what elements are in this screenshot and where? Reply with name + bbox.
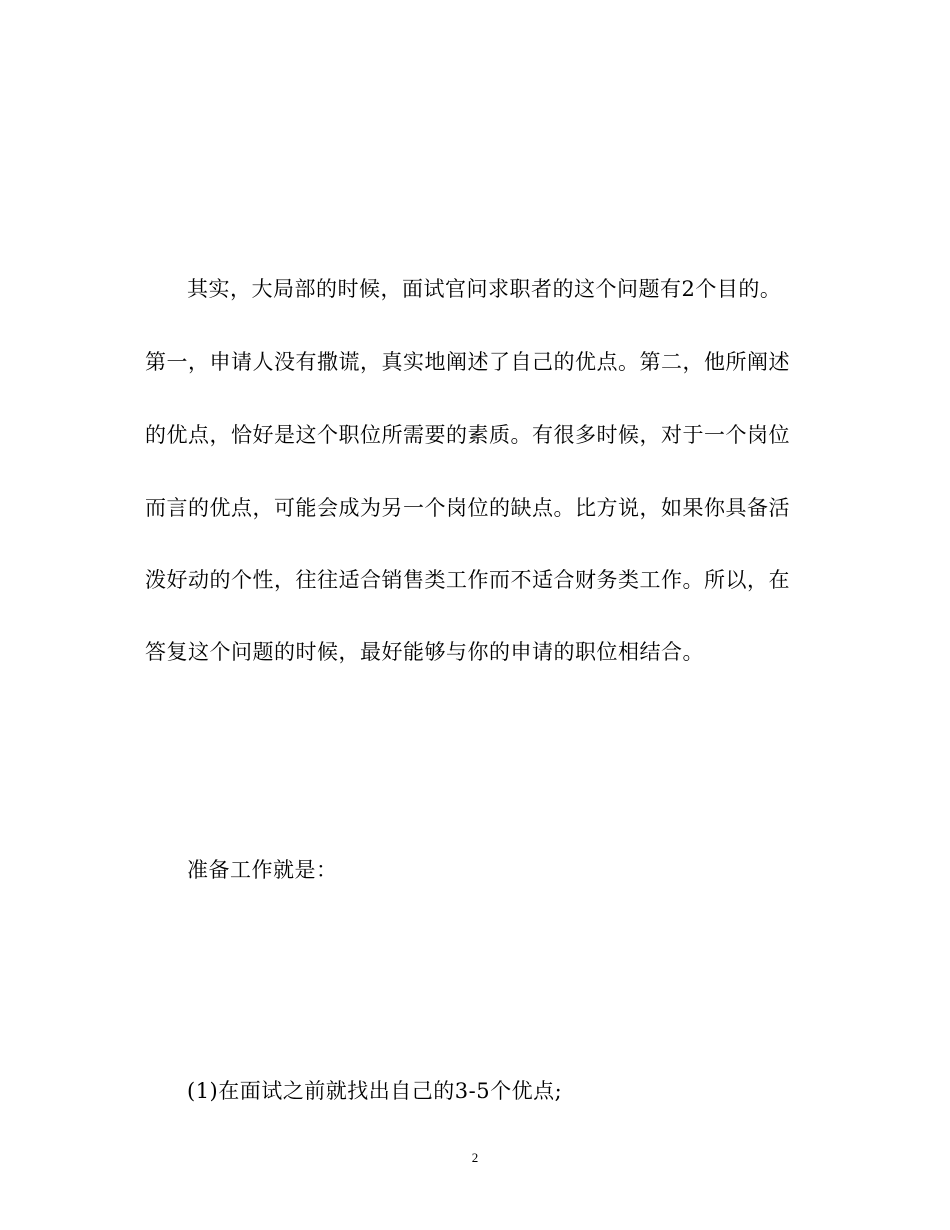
paragraph-1-line-5: 泼好动的个性，往往适合销售类工作而不适合财务类工作。所以，在: [145, 568, 790, 592]
paragraph-2: 准备工作就是：: [187, 858, 338, 882]
paragraph-1-line-6: 答复这个问题的时候，最好能够与你的申请的职位相结合。: [145, 640, 704, 664]
paragraph-1-line-1: 其实，大局部的时候，面试官问求职者的这个问题有2个目的。: [187, 277, 782, 301]
paragraph-1-line-4: 而言的优点，可能会成为另一个岗位的缺点。比方说，如果你具备活: [145, 496, 790, 520]
paragraph-3-list-item: (1)在面试之前就找出自己的3-5个优点;: [187, 1079, 563, 1103]
page-number: 2: [471, 1150, 479, 1165]
paragraph-1-line-2: 第一，申请人没有撒谎，真实地阐述了自己的优点。第二，他所阐述: [145, 350, 790, 374]
paragraph-1-line-3: 的优点，恰好是这个职位所需要的素质。有很多时候，对于一个岗位: [145, 423, 790, 447]
